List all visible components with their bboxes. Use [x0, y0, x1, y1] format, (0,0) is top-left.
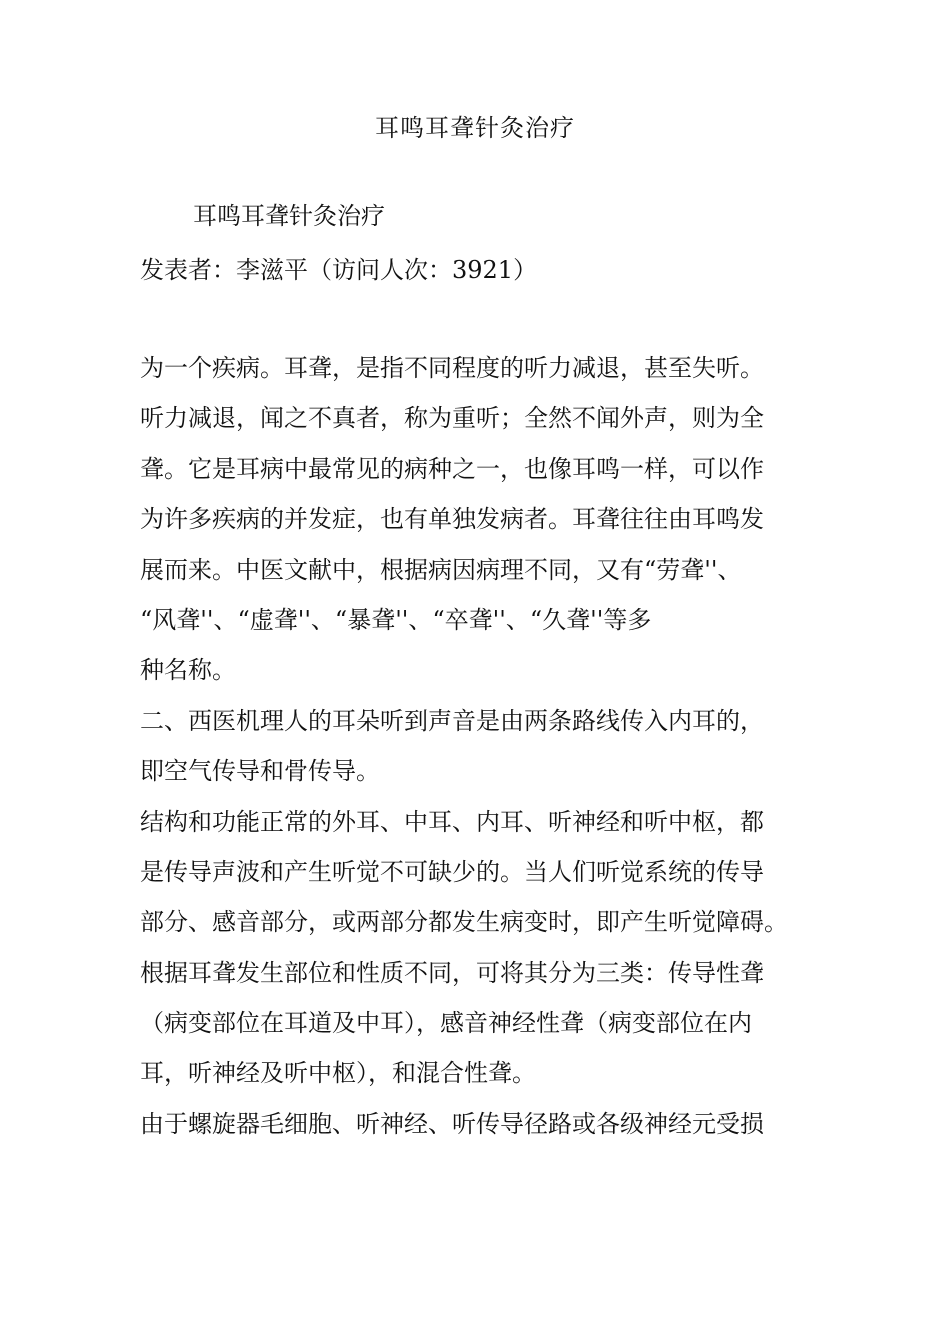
text-line: “风聋''、“虚聋''、“暴聋''、“卒聋''、“久聋''等多: [140, 605, 652, 634]
text-line: 为一个疾病。耳聋，是指不同程度的听力减退，甚至失听。: [140, 354, 764, 382]
text-line: 耳，听神经及听中枢），和混合性聋。: [140, 1059, 536, 1088]
text-line: 为许多疾病的并发症，也有单独发病者。耳聋往往由耳鸣发: [140, 505, 764, 534]
text-line: 展而来。中医文献中，根据病因病理不同，又有“劳聋''、: [140, 555, 742, 584]
text-line: 是传导声波和产生听觉不可缺少的。当人们听觉系统的传导: [140, 857, 764, 886]
text-line: 种名称。: [140, 656, 236, 685]
text-line: 结构和功能正常的外耳、中耳、内耳、听神经和听中枢，都: [140, 807, 764, 836]
author-and-visits: 发表者：李滋平（访问人次：3921）: [140, 256, 538, 284]
text-line: 听力减退，闻之不真者，称为重听；全然不闻外声，则为全: [140, 404, 764, 433]
text-line: （病变部位在耳道及中耳），感音神经性聋（病变部位在内: [140, 1009, 752, 1038]
article-body: [140, 348, 840, 1154]
text-line: 即空气传导和骨传导。: [140, 757, 380, 786]
text-line: 根据耳聋发生部位和性质不同，可将其分为三类：传导性聋: [140, 958, 764, 987]
text-line: 由于螺旋器毛细胞、听神经、听传导径路或各级神经元受损: [140, 1109, 764, 1138]
text-line: 二、西医机理人的耳朵听到声音是由两条路线传入内耳的，: [140, 706, 764, 735]
document-title: 耳鸣耳聋针灸治疗: [375, 114, 575, 142]
text-line: 部分、感音部分，或两部分都发生病变时，即产生听觉障碍。: [140, 908, 788, 937]
text-line: 聋。它是耳病中最常见的病种之一，也像耳鸣一样，可以作: [140, 454, 764, 483]
article-subtitle: 耳鸣耳聋针灸治疗: [193, 202, 385, 230]
